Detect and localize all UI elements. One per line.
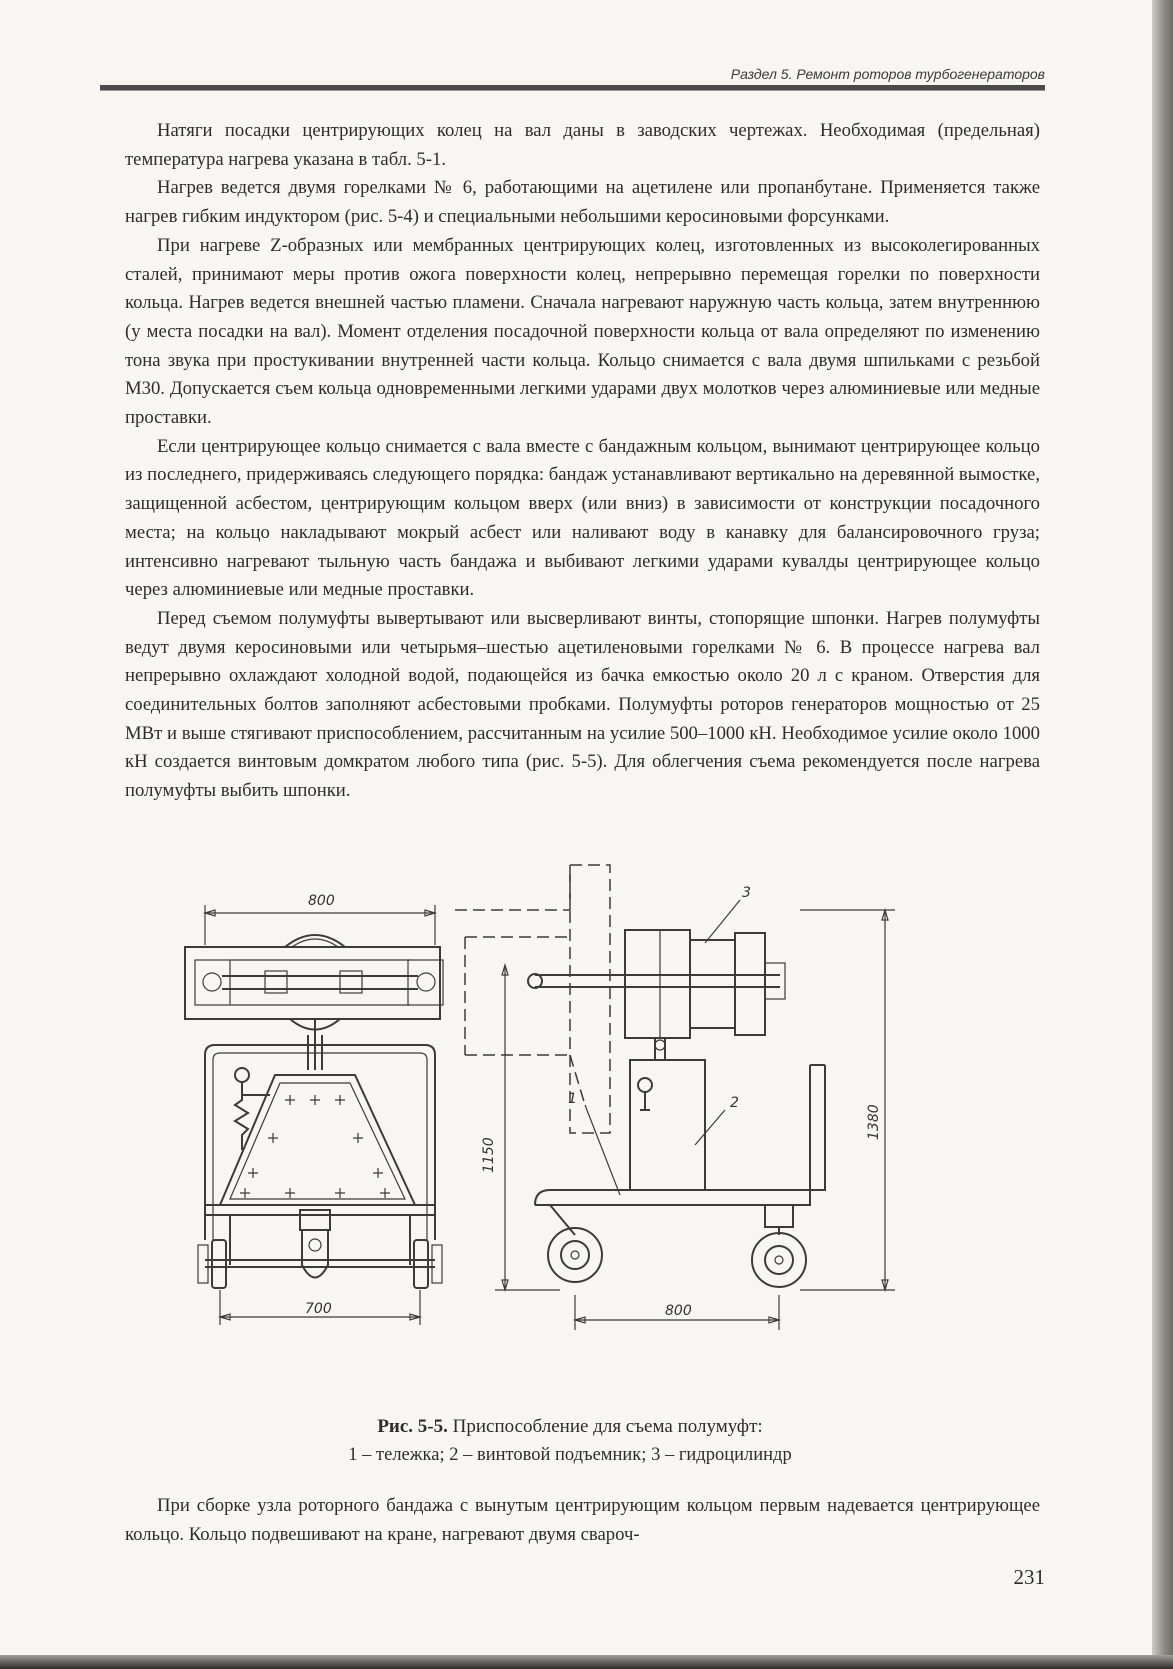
dim-top-width: 800	[308, 893, 335, 909]
paragraph: Нагрев ведется двумя горелками № 6, работающими на ацетилене или пропанбутане. Применяется также нагрев гибким индуктором (рис. 5-4) и специальными небольшими керосиновыми форсунками.	[125, 177, 1040, 228]
figure-5-5-drawing	[190, 885, 950, 1370]
caption-title: Приспособление для съема полумуфт:	[452, 1416, 763, 1437]
header-rule	[100, 85, 1045, 91]
figure-caption	[240, 1412, 900, 1470]
page-number: 231	[1013, 1565, 1045, 1589]
caption-number: Рис. 5-5.	[377, 1416, 448, 1437]
callout-1: 1	[568, 1091, 577, 1107]
callout-2: 2	[730, 1095, 739, 1111]
paragraph: Если центрирующее кольцо снимается с вала вместе с бандажным кольцом, вынимают центрирующее кольцо из последнего, придерживаясь следующего порядка: бандаж устанавливают вертикально на деревянной вымостке, защищенной асбестом, центрирующим кольцом вверх (или вниз) в зависимости от конструкции посадочного места; на кольцо накладывают мокрый асбест или наливают воду в канавку для балансировочного груза; интенсивно нагревают тыльную часть бандажа и выбивают легкими ударами кувалды центрирующее кольцо через алюминиевые или медные проставки.	[125, 435, 1040, 601]
dim-height-right: 1380	[866, 1104, 882, 1140]
dim-height-left: 1150	[481, 1137, 497, 1173]
callout-3: 3	[742, 885, 751, 901]
scan-bottom-edge	[0, 1655, 1173, 1669]
book-spine-shadow	[1152, 0, 1173, 1669]
paragraph: При сборке узла роторного бандажа с вынутым центрирующим кольцом первым надевается центрирующее кольцо. Кольцо подвешивают на кране, нагревают двумя свароч-	[125, 1495, 1040, 1545]
continuation-text	[125, 1492, 1040, 1549]
front-view	[185, 893, 443, 1325]
side-view	[455, 865, 895, 1330]
dim-bottom-left-width: 700	[305, 1301, 332, 1317]
caption-legend: 1 – тележка; 2 – винтовой подъемник; 3 – гидроцилиндр	[348, 1445, 792, 1465]
paragraph: Натяги посадки центрирующих колец на вал даны в заводских чертежах. Необходимая (предельная) температура нагрева указана в табл. 5-1.	[125, 120, 1040, 170]
running-header: Раздел 5. Ремонт роторов турбогенераторов	[730, 66, 1045, 82]
body-text	[125, 117, 1040, 806]
paragraph: При нагреве Z-образных или мембранных центрирующих колец, изготовленных из высоколегированных сталей, принимают меры против ожога поверхности колец, непрерывно перемещая горелки по поверхности кольца. Нагрев ведется внешней частью пламени. Сначала нагревают наружную часть кольца, затем внутреннюю (у места посадки на вал). Момент отделения посадочной поверхности кольца от вала определяют по изменению тона звука при простукивании внутренней части кольца. Кольцо снимается с вала двумя шпильками с резьбой М30. Допускается съем кольца одновременными легкими ударами двух молотков через алюминиевые или медные проставки.	[125, 234, 1040, 429]
paragraph: Перед съемом полумуфты вывертывают или высверливают винты, стопорящие шпонки. Нагрев полумуфты ведут двумя керосиновыми или четырьмя–шестью ацетиленовыми горелками № 6. В процессе нагрева вал непрерывно охлаждают холодной водой, подающейся из бачка емкостью около 20 л с краном. Отверстия для соединительных болтов заполняют асбестовыми пробками. Полумуфты роторов генераторов мощностью от 25 МВт и выше стягивают приспособлением, рассчитанным на усилие 500–1000 кН. Необходимое усилие около 1000 кН создается винтовым домкратом любого типа (рис. 5-5). Для облегчения съема рекомендуется после нагрева полумуфты выбить шпонки.	[125, 607, 1040, 802]
dim-bottom-right-width: 800	[665, 1303, 692, 1319]
